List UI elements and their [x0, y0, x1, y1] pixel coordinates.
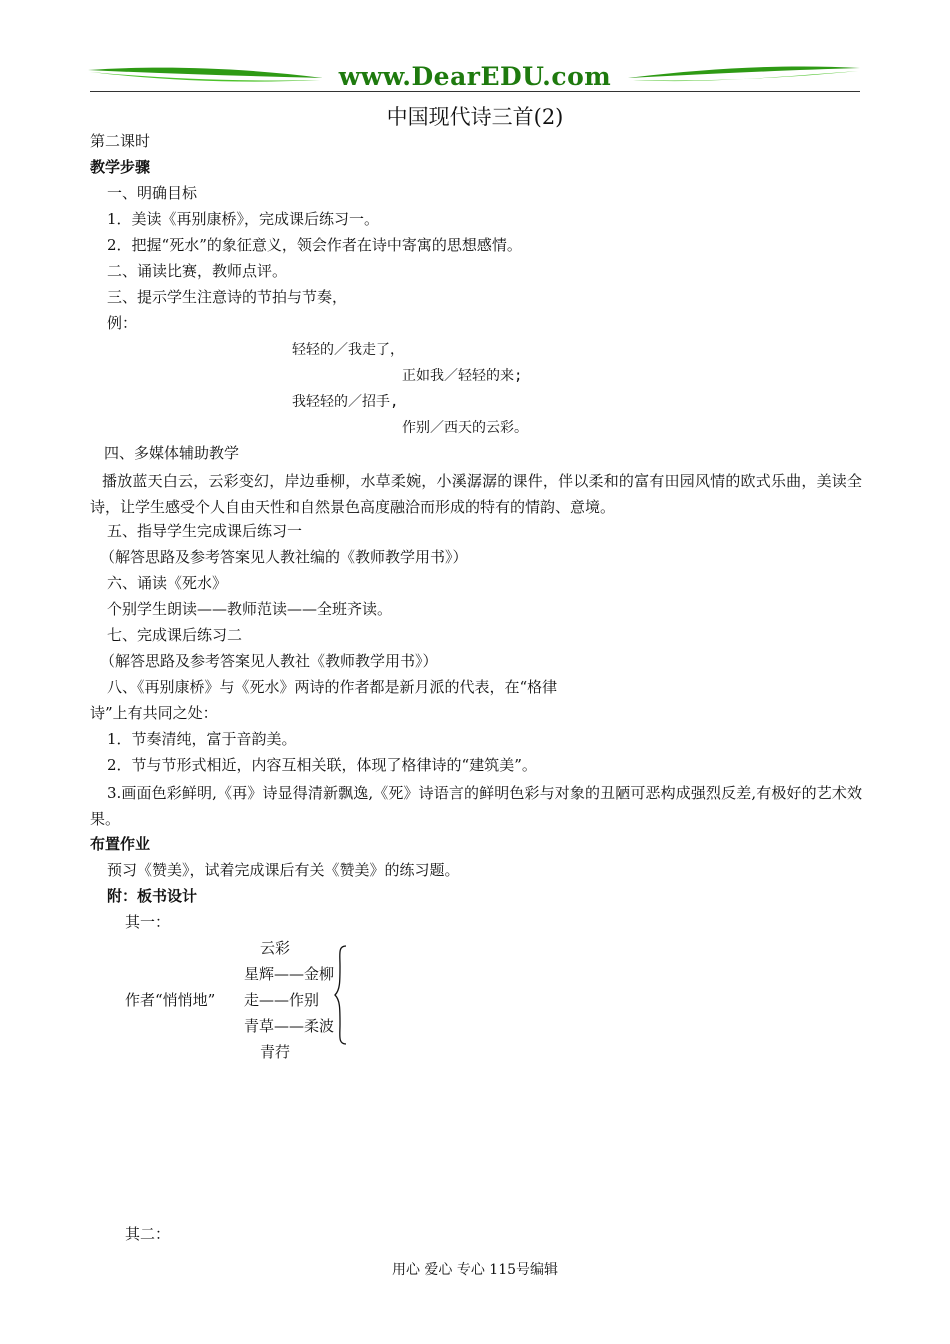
step-4-heading: 四、多媒体辅助教学: [104, 444, 240, 462]
section-heading-board: 附：板书设计: [107, 887, 198, 905]
diagram-item-1: 云彩: [260, 939, 291, 957]
page-footer: 用心 爱心 专心 115号编辑: [391, 1262, 559, 1278]
diagram-item-5: 青荇: [260, 1043, 291, 1061]
site-logo-text[interactable]: www.DearEDU.com: [338, 62, 612, 91]
poem-line-4: 作别／西天的云彩。: [402, 420, 528, 436]
header-rule: [90, 91, 860, 92]
diagram-item-4: 青草——柔波: [244, 1017, 335, 1035]
step-2-heading: 二、诵读比赛，教师点评。: [107, 262, 288, 280]
example-label: 例：: [107, 314, 138, 332]
section-heading-steps: 教学步骤: [90, 158, 151, 176]
section-heading-homework: 布置作业: [90, 835, 151, 853]
right-brace-icon: [334, 944, 352, 1046]
step-6-heading: 六、诵读《死水》: [107, 574, 228, 592]
board-part-2-label: 其二：: [125, 1225, 171, 1243]
board-part-1-label: 其一：: [125, 913, 171, 931]
diagram-item-3: 走——作别: [244, 991, 320, 1009]
step-8-item-2: 2．节与节形式相近，内容互相关联，体现了格律诗的“建筑美”。: [107, 756, 537, 774]
step-1-item-1: 1．美读《再别康桥》，完成课后练习一。: [107, 210, 380, 228]
poem-line-1: 轻轻的／我走了，: [292, 342, 404, 358]
diagram-item-2: 星辉——金柳: [244, 965, 335, 983]
diagram-lead: 作者“悄悄地”: [125, 991, 216, 1009]
step-8-item-1: 1．节奏清纯，富于音韵美。: [107, 730, 297, 748]
step-1-heading: 一、明确目标: [107, 184, 198, 202]
step-6-line: 个别学生朗读——教师范读——全班齐读。: [107, 600, 393, 618]
step-3-heading: 三、提示学生注意诗的节拍与节奏，: [107, 288, 348, 306]
step-7-heading: 七、完成课后练习二: [107, 626, 243, 644]
step-7-note: （解答思路及参考答案见人教社《教师教学用书》）: [100, 652, 438, 670]
step-5-heading: 五、指导学生完成课后练习一: [107, 522, 303, 540]
homework-text: 预习《赞美》，试着完成课后有关《赞美》的练习题。: [107, 861, 460, 879]
step-8-line-a: 八、《再别康桥》与《死水》两诗的作者都是新月派的代表，在“格律: [107, 678, 558, 696]
site-banner: [88, 60, 862, 94]
step-1-item-2: 2．把握“死水”的象征意义，领会作者在诗中寄寓的思想感情。: [107, 236, 522, 254]
step-4-paragraph: 播放蓝天白云，云彩变幻，岸边垂柳，水草柔婉，小溪潺潺的课件，伴以柔和的富有田园风情的欧式乐曲，美读全诗，让学生感受个人自由天性和自然景色高度融洽而形成的特有的情韵、意境。: [90, 472, 862, 516]
step-5-note: （解答思路及参考答案见人教社编的《教师教学用书》）: [100, 548, 468, 566]
poem-line-2: 正如我／轻轻的来;: [402, 368, 523, 384]
step-8-line-b: 诗”上有共同之处：: [90, 704, 218, 722]
step-8-item-3: 3.画面色彩鲜明,《再》诗显得清新飘逸,《死》诗语言的鲜明色彩与对象的丑陋可恶构成强烈反差,有极好的艺术效果。: [90, 784, 862, 828]
lesson-label: 第二课时: [90, 132, 151, 150]
page-title: 中国现代诗三首(2): [386, 105, 564, 129]
poem-line-3: 我轻轻的／招手,: [292, 394, 399, 410]
